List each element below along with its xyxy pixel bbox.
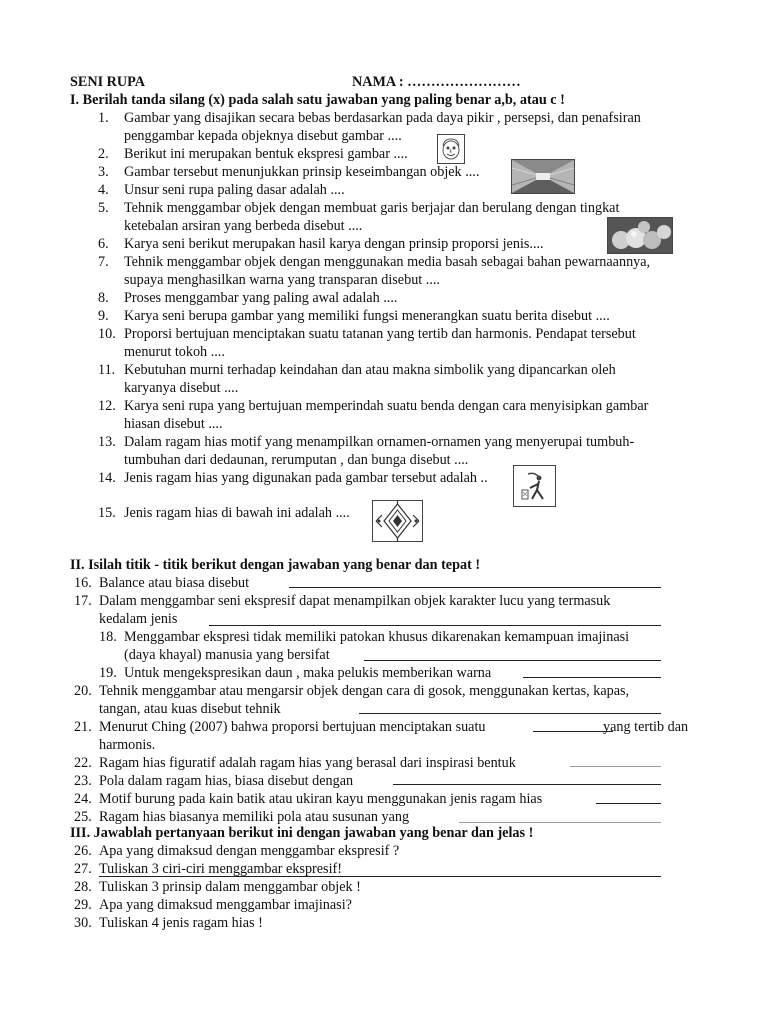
q24-text: Motif burung pada kain batik atau ukiran kayu menggunakan jenis ragam hias: [99, 791, 543, 807]
q5-number: 5.: [98, 200, 109, 216]
q17-text-cont: kedalam jenis: [99, 611, 178, 627]
q4-number: 4.: [98, 182, 109, 198]
figure-ornament-image: [513, 465, 556, 507]
q29-number: 29.: [74, 897, 92, 913]
q21-number: 21.: [74, 719, 92, 735]
q2-number: 2.: [98, 146, 109, 162]
q17-number: 17.: [74, 593, 92, 609]
section1-heading: I. Berilah tanda silang (x) pada salah satu jawaban yang paling benar a,b, atau c !: [70, 92, 565, 108]
q19-answer-line[interactable]: [523, 677, 661, 678]
q6-text: Karya seni berikut merupakan hasil karya dengan prinsip proporsi jenis....: [124, 236, 544, 252]
section2-heading: II. Isilah titik - titik berikut dengan jawaban yang benar dan tepat !: [70, 557, 481, 573]
q25-text: Ragam hias biasanya memiliki pola atau susunan yang: [99, 809, 410, 825]
fruit-still-life-photo: [607, 217, 673, 254]
q16-answer-line[interactable]: [289, 587, 661, 588]
q13-number: 13.: [98, 434, 116, 450]
q1-text-cont: penggambar kepada objeknya disebut gambar ....: [124, 128, 402, 144]
q20-number: 20.: [74, 683, 92, 699]
q13-text-cont: tumbuhan dari dedaunan, rerumputan , dan bunga disebut ....: [124, 452, 469, 468]
q7-number: 7.: [98, 254, 109, 270]
q18-text: Menggambar ekspresi tidak memiliki patokan khusus dikarenakan kemampuan imajinasi: [124, 629, 630, 645]
q24-number: 24.: [74, 791, 92, 807]
q30-number: 30.: [74, 915, 92, 931]
q8-text: Proses menggambar yang paling awal adalah ....: [124, 290, 398, 306]
q16-number: 16.: [74, 575, 92, 591]
q17-text: Dalam menggambar seni ekspresif dapat menampilkan objek karakter lucu yang termasuk: [99, 593, 611, 609]
q5-text: Tehnik menggambar objek dengan membuat garis berjajar dan berulang dengan tingkat: [124, 200, 620, 216]
q22-number: 22.: [74, 755, 92, 771]
q3-number: 3.: [98, 164, 109, 180]
q16-text: Balance atau biasa disebut: [99, 575, 250, 591]
q21-text-cont: harmonis.: [99, 737, 156, 753]
q1-number: 1.: [98, 110, 109, 126]
q17-answer-line[interactable]: [209, 625, 661, 626]
q21-text-tail: yang tertib dan: [603, 719, 689, 735]
q24-answer-line[interactable]: [596, 803, 661, 804]
q28-number: 28.: [74, 879, 92, 895]
q13-text: Dalam ragam hias motif yang menampilkan ornamen-ornamen yang menyerupai tumbuh-: [124, 434, 635, 450]
q27-number: 27.: [74, 861, 92, 877]
q18-text-cont: (daya khayal) manusia yang bersifat: [124, 647, 330, 663]
q23-text: Pola dalam ragam hias, biasa disebut dengan: [99, 773, 354, 789]
q10-text-cont: menurut tokoh ....: [124, 344, 225, 360]
q4-text: Unsur seni rupa paling dasar adalah ....: [124, 182, 345, 198]
q3-text: Gambar tersebut menunjukkan prinsip keseimbangan objek ....: [124, 164, 480, 180]
q15-number: 15.: [98, 505, 116, 521]
q12-text-cont: hiasan disebut ....: [124, 416, 223, 432]
q27-answer-line[interactable]: [99, 876, 661, 877]
q5-text-cont: ketebalan arsiran yang berbeda disebut ....: [124, 218, 363, 234]
section3-heading: III. Jawablah pertanyaan berikut ini dengan jawaban yang benar dan jelas !: [70, 825, 534, 841]
q9-text: Karya seni berupa gambar yang memiliki fungsi menerangkan suatu berita disebut ....: [124, 308, 610, 324]
q8-number: 8.: [98, 290, 109, 306]
q1-text: Gambar yang disajikan secara bebas berdasarkan pada daya pikir , persepsi, dan penafsiran: [124, 110, 641, 126]
q27-text: Tuliskan 3 ciri-ciri menggambar ekspresif!: [99, 861, 342, 877]
q30-text: Tuliskan 4 jenis ragam hias !: [99, 915, 263, 931]
q20-text-cont: tangan, atau kuas disebut tehnik: [99, 701, 281, 717]
q11-number: 11.: [98, 362, 116, 378]
corridor-photo: [511, 159, 575, 194]
q20-text: Tehnik menggambar atau mengarsir objek dengan cara di gosok, menggunakan kertas, kapas,: [99, 683, 630, 699]
q2-text: Berikut ini merupakan bentuk ekspresi gambar ....: [124, 146, 408, 162]
q14-text: Jenis ragam hias yang digunakan pada gambar tersebut adalah ..: [124, 470, 488, 486]
q7-text: Tehnik menggambar objek dengan menggunakan media basah sebagai bahan pewarnaannya,: [124, 254, 651, 270]
q18-answer-line[interactable]: [364, 660, 661, 661]
q19-number: 19.: [99, 665, 117, 681]
q28-text: Tuliskan 3 prinsip dalam menggambar objek !: [99, 879, 361, 895]
q21-answer-line[interactable]: [533, 731, 613, 732]
q23-number: 23.: [74, 773, 92, 789]
q11-text: Kebutuhan murni terhadap keindahan dan atau makna simbolik yang dipancarkan oleh: [124, 362, 616, 378]
q6-number: 6.: [98, 236, 109, 252]
q11-text-cont: karyanya disebut ....: [124, 380, 239, 396]
caricature-face-image: [437, 134, 465, 164]
q22-answer-line[interactable]: [570, 766, 661, 767]
q22-text: Ragam hias figuratif adalah ragam hias yang berasal dari inspirasi bentuk: [99, 755, 516, 771]
subject-title: SENI RUPA: [70, 74, 146, 90]
q25-answer-line[interactable]: [459, 822, 661, 823]
q18-number: 18.: [99, 629, 117, 645]
q21-text: Menurut Ching (2007) bahwa proporsi bertujuan menciptakan suatu: [99, 719, 486, 735]
q9-number: 9.: [98, 308, 109, 324]
q25-number: 25.: [74, 809, 92, 825]
name-field-label: NAMA : ……………………: [352, 74, 521, 90]
q12-number: 12.: [98, 398, 116, 414]
geometric-ornament-image: [372, 500, 423, 542]
q20-answer-line[interactable]: [359, 713, 661, 714]
q10-number: 10.: [98, 326, 116, 342]
q14-number: 14.: [98, 470, 116, 486]
q29-text: Apa yang dimaksud menggambar imajinasi?: [99, 897, 352, 913]
q19-text: Untuk mengekspresikan daun , maka pelukis memberikan warna: [124, 665, 492, 681]
q23-answer-line[interactable]: [393, 784, 661, 785]
q15-text: Jenis ragam hias di bawah ini adalah ....: [124, 505, 350, 521]
q7-text-cont: supaya menghasilkan warna yang transparan disebut ....: [124, 272, 440, 288]
q26-number: 26.: [74, 843, 92, 859]
q10-text: Proporsi bertujuan menciptakan suatu tatanan yang tertib dan harmonis. Pendapat tersebut: [124, 326, 636, 342]
q12-text: Karya seni rupa yang bertujuan memperindah suatu benda dengan cara menyisipkan gambar: [124, 398, 649, 414]
q26-text: Apa yang dimaksud dengan menggambar ekspresif ?: [99, 843, 400, 859]
